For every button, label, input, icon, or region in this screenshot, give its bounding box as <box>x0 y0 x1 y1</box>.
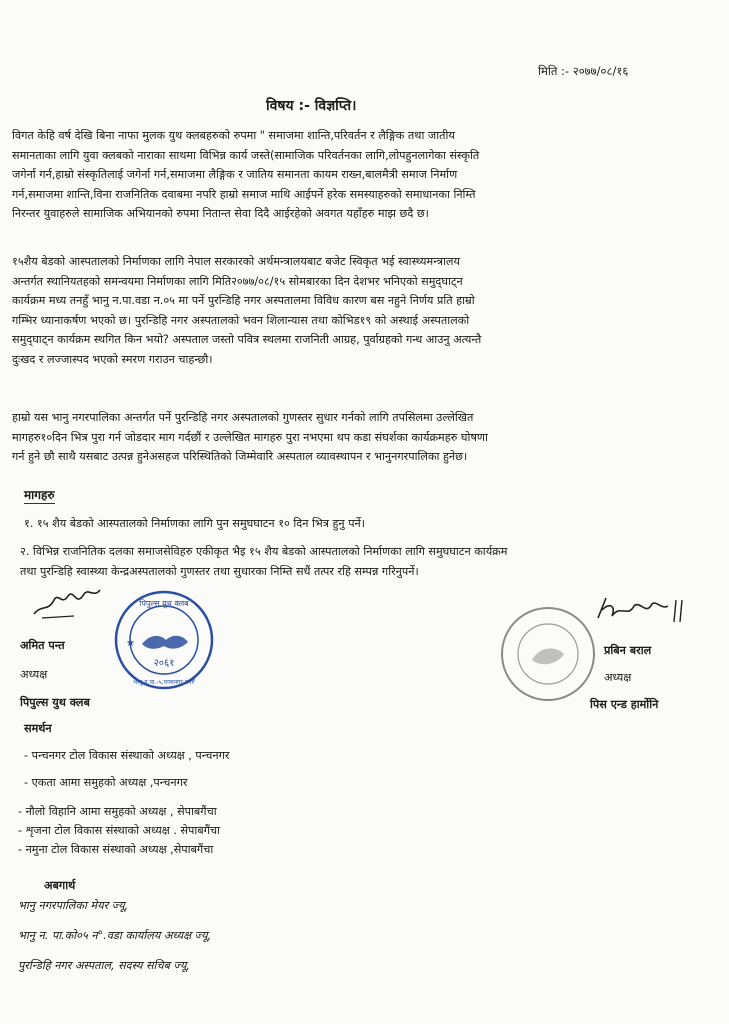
right-signature <box>592 592 692 632</box>
left-signer-title: अध्यक्ष <box>20 668 48 681</box>
right-signer-name: प्रबिन बराल <box>604 644 652 657</box>
paragraph-line: १५शैय बेडको आस्पतालको निर्माणका लागि नेपाल सरकारको अर्थमन्त्रालयबाट बजेट स्विकृत भई स्वास्थ्यमन्त्रालय <box>12 255 460 268</box>
right-organization-seal <box>498 604 598 704</box>
supporter-item: - पन्चनगर टोल विकास संस्थाको अध्यक्ष , पन्चनगर <box>24 749 230 762</box>
supporter-item: - नौलो विहानि आमा समुहको अध्यक्ष , सेपाबगैंचा <box>18 805 217 818</box>
seal-star-icon: ★ <box>126 638 135 649</box>
paragraph-introduction <box>12 126 712 224</box>
paragraph-line: समुद्‌घाट्‌न कार्यक्रम स्थगित किन भयो? अस्पताल जस्तो पवित्र स्थलमा राजनिती आग्रह, पुर्वाग्रहको गन्ध आउनु अत्यन्तै <box>12 333 482 346</box>
demand-item-1: १. १५ शैय बेडको आस्पतालको निर्माणका लागि पुन समुघघाटन १० दिन भित्र हुनु पर्ने। <box>24 517 365 530</box>
left-signer-name: अमित पन्त <box>20 639 65 652</box>
paragraph-line: जगेर्ना गर्न,हाम्रो संस्कृतिलाई जगेर्ना गर्न,समाजमा लैङ्गिक र जातिय समानता कायम राख्न,बालमैत्री समाज निर्माण <box>12 168 458 181</box>
paragraph-line: गर्न,समाजमा शान्ति,विना राजनितिक दवाबमा नपरि हाम्रो समाज माथि आईपर्ने हरेक समस्याहरुको समाधानका निम्ति <box>12 187 476 201</box>
cc-item: भानु नगरपालिका मेयर ज्यू, <box>18 899 129 912</box>
supporter-item: - नमुना टोल विकास संस्थाको अध्यक्ष ,सेपाबगैंचा <box>18 843 214 856</box>
seal-year: २०६१ <box>153 658 175 669</box>
left-signer-org: पिपुल्स युथ क्लब <box>20 696 90 709</box>
paragraph-line: निरन्तर युवाहरुले सामाजिक अभियानको रुपमा नितान्त सेवा दिदै आईरहेको अवगत यहाँहरु माझ छदै छ। <box>12 207 429 220</box>
supporter-item: - शृजना टोल विकास संस्थाको अध्यक्ष . सेपाबगैंचा <box>18 824 220 837</box>
paragraph-demands-intro <box>12 408 712 467</box>
subject-heading: विषय :- विज्ञप्ति। <box>266 98 357 114</box>
seal-bottom-text: भानु न.पा.-५,पञ्चनगर,तनहुँ <box>133 679 195 686</box>
right-signer-title: अध्यक्ष <box>604 671 632 684</box>
cc-item: भानु न. पा.को०५ न°.वडा कार्यालय अध्यक्ष ज्यू, <box>18 929 212 942</box>
demand-item-2-line: तथा पुरन्डिहि स्वास्थ्या केन्द्रअस्पतालको गुणस्तर तथा सुधारका निम्ति सधैं तत्पर रहि सम्पन्न गरिनुपर्ने। <box>20 565 419 578</box>
paragraph-line: समानताका लागि युवा क्लबको नाराका साथमा विभिन्न कार्य जस्ते(सामाजिक परिवर्तनका लागि,लोपहुनलागेका संस्कृति <box>12 148 480 162</box>
left-signature <box>28 584 108 624</box>
cc-item: पुरन्डिहि नगर अस्पताल, सदस्य सचिब ज्यू, <box>18 959 190 972</box>
cc-heading: अबगार्थ <box>44 879 76 892</box>
document-date: मिति :- २०७७/०८/१६ <box>538 64 629 78</box>
paragraph-line: अन्तर्गत स्थानियतहको समन्वयमा निर्माणका लागि मिति२०७७/०८/१५ सोमबारका दिन देशभर भनिएको समुद्‌घाट्‌न <box>12 274 463 288</box>
demands-heading: मागहरु <box>24 488 55 502</box>
paragraph-line: मागहरु१०दिन भित्र पुरा गर्न जोडदार माग गर्दछौं र उल्लेखित मागहरु पुरा नभएमा थप कडा संघर्शका कार्यक्रमहरु घोषणा <box>12 430 488 444</box>
support-heading: समर्थन <box>24 722 52 735</box>
left-organization-seal <box>112 588 216 692</box>
paragraph-line: कार्यक्रम मध्य तनहुँ भानु न.पा.वडा न.०५ मा पर्ने पुरन्डिहि नगर अस्पतालमा विविध कारण बस नहुने निर्णय प्रति हाम्रो <box>12 294 475 307</box>
supporter-item: - एकता आमा समुहको अध्यक्ष ,पन्चनगर <box>24 776 188 789</box>
demand-item-2-line: २. विभिन्न राजनितिक दलका समाजसेविहरु एकीकृत भैइ १५ शैय बेडको आस्पतालको निर्माणका लागि समुघघाटन कार्यक्रम <box>20 545 508 558</box>
paragraph-line: गर्न हुने छौ साथै यसबाट उत्पन्न हुनेअसहज परिस्थितिको जिम्मेवारि अस्पताल व्यावस्थापन र भानुनगरपालिका हुनेछ। <box>12 450 468 463</box>
paragraph-line: दुःखद र लज्जास्पद भएको स्मरण गराउन चाहन्छौ। <box>12 352 213 366</box>
paragraph-hospital <box>12 252 712 369</box>
paragraph-line: गम्भिर ध्यानाकर्षण भएको छ। पुरन्डिहि नगर अस्पतालको भवन शिलान्यास तथा कोभिड१९ को अस्थाई अस्पतालको <box>12 313 470 327</box>
right-signer-org: पिस एन्ड हार्मोनि <box>590 698 659 711</box>
seal-top-text: पिपुल्स युथ क्लब <box>139 599 189 608</box>
paragraph-line: हाम्रो यस भानु नगरपालिका अन्तर्गत पर्ने पुरन्डिहि नगर अस्पतालको गुणस्तर सुधार गर्नको लागि तपसिलमा उल्लेखित <box>12 411 474 424</box>
paragraph-line: विगत केहि वर्ष देखि बिना नाफा मुलक युथ क्लबहरुको रुपमा " समाजमा शान्ति,परिवर्तन र लैङ्गिक तथा जातीय <box>12 129 455 142</box>
